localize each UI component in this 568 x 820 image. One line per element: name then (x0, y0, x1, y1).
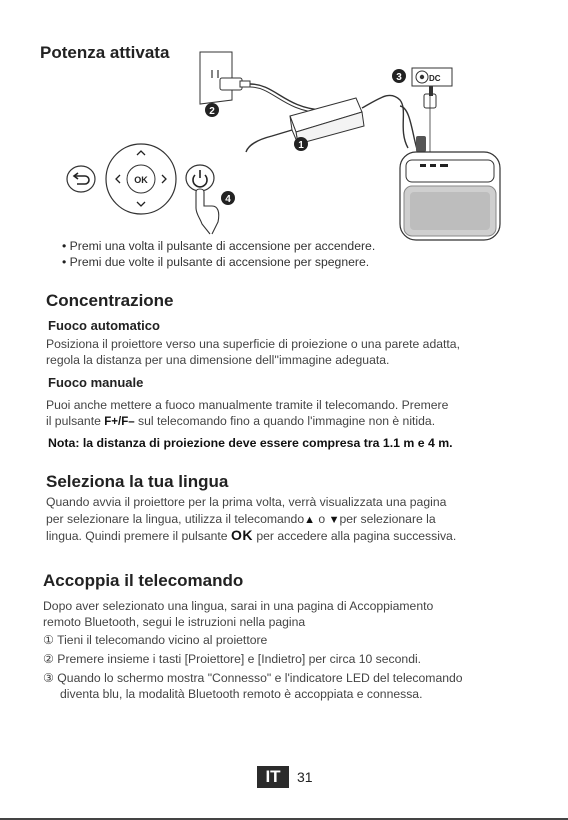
dpad-icon (106, 144, 176, 214)
power-plug-icon (220, 78, 322, 113)
language-text-post: per selezionare la (339, 512, 436, 526)
projection-distance-note: Nota: la distanza di proiezione deve essere compresa tra 1.1 m e 4 m. (48, 436, 453, 450)
step-marker-3 (392, 69, 406, 83)
svg-text:1: 1 (298, 140, 304, 151)
pairing-intro-line: Dopo aver selezionato una lingua, sarai in una pagina di Accoppiamento (43, 599, 434, 613)
manual-focus-text-line: Puoi anche mettere a fuoco manualmente tramite il telecomando. Premere (46, 398, 449, 412)
power-button-icon (186, 165, 214, 191)
down-arrow-icon: ▼ (328, 514, 340, 526)
ok-button-icon: OK (230, 527, 253, 543)
autofocus-text-line: Posiziona il proiettore verso una superficie di proiezione o una parete adatta, (46, 337, 460, 351)
up-arrow-icon: ▲ (304, 514, 316, 526)
manual-focus-text-pre: il pulsante (46, 414, 101, 428)
manual-focus-text-post: sul telecomando fino a quando l'immagine non è nitida. (138, 414, 436, 428)
autofocus-text-line: regola la distanza per una dimensione dell''immagine adeguata. (46, 353, 390, 367)
projector-icon (400, 152, 500, 240)
svg-text:2: 2 (209, 106, 215, 117)
section-title-focus: Concentrazione (46, 291, 174, 310)
setup-illustration (60, 48, 510, 253)
pairing-step: ② Premere insieme i tasti [Proiettore] e [Indietro] per circa 10 secondi. (43, 652, 422, 666)
focus-button-label: F+/F– (104, 416, 135, 428)
finger-press-icon (196, 189, 219, 234)
section-title-power: Potenza attivata (40, 43, 170, 62)
svg-text:DC: DC (429, 74, 441, 83)
pairing-intro-line: remoto Bluetooth, segui le istruzioni nella pagina (43, 615, 306, 629)
manual-focus-text-line (46, 413, 435, 431)
language-text-or: o (318, 512, 326, 526)
page-number: 31 (297, 769, 313, 785)
language-text-pre: per selezionare la lingua, utilizza il telecomando (46, 512, 305, 526)
section-title-pairing: Accoppia il telecomando (43, 571, 244, 590)
language-text-line (46, 511, 436, 529)
ferrite-icon (416, 136, 426, 152)
step-marker-1 (294, 137, 308, 151)
step-marker-2 (205, 103, 219, 117)
svg-text:4: 4 (225, 194, 231, 205)
pairing-step: ① Tieni il telecomando vicino al proiettore (43, 633, 268, 647)
subsection-title-autofocus: Fuoco automatico (48, 318, 160, 333)
back-button-icon (67, 166, 95, 192)
list-item: • Premi una volta il pulsante di accensione per accendere. (62, 238, 375, 254)
language-code-badge: IT (257, 766, 289, 788)
svg-text:3: 3 (396, 72, 402, 83)
language-text-line (46, 527, 456, 545)
language-text-pre: lingua. Quindi premere il pulsante (46, 529, 228, 543)
language-text-post: per accedere alla pagina successiva. (256, 529, 457, 543)
pairing-step-continuation: diventa blu, la modalità Bluetooth remoto è accoppiata e connessa. (60, 687, 423, 701)
dc-port-callout (412, 68, 452, 86)
list-item: • Premi due volte il pulsante di accensione per spegnere. (62, 254, 375, 270)
pairing-step: ③ Quando lo schermo mostra "Connesso" e l'indicatore LED del telecomando (43, 671, 463, 685)
section-title-language: Seleziona la tua lingua (46, 472, 229, 491)
power-bullet-list (62, 238, 375, 270)
language-text-line: Quando avvia il proiettore per la prima volta, verrà visualizzata una pagina (46, 495, 447, 509)
svg-text:OK: OK (134, 175, 148, 185)
subsection-title-manual-focus: Fuoco manuale (48, 375, 144, 390)
step-marker-4 (221, 191, 235, 205)
power-adapter-icon (246, 95, 408, 152)
